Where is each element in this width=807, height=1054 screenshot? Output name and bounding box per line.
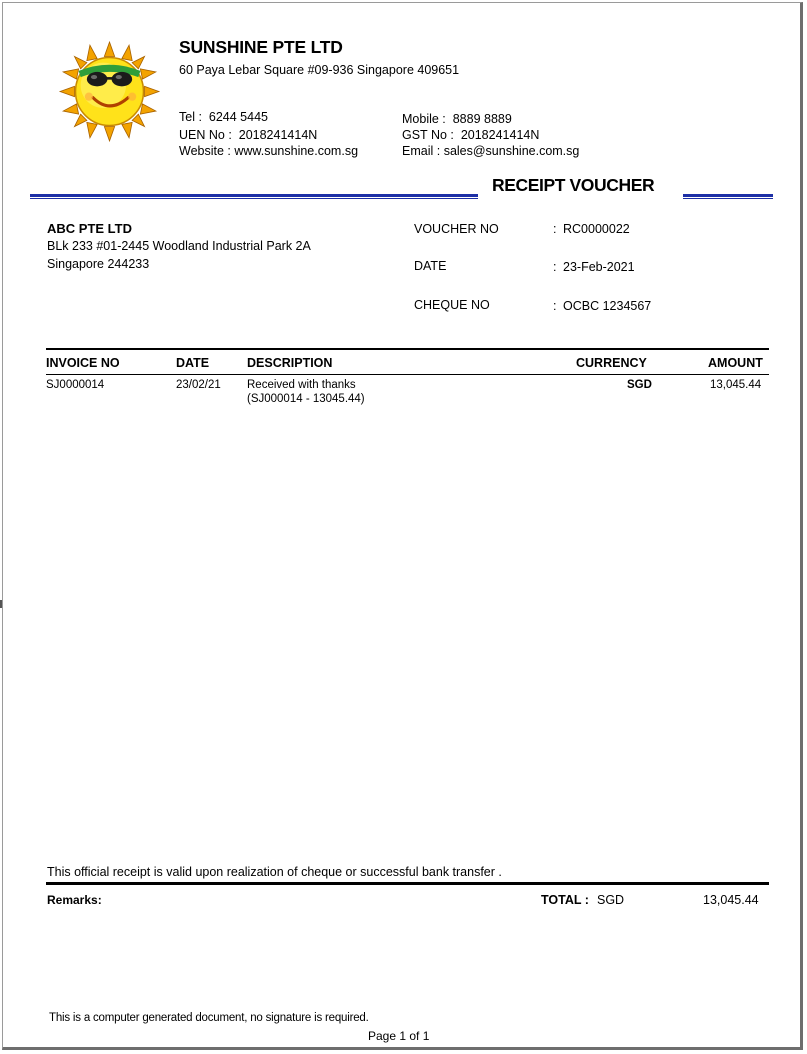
- date-colon: :: [553, 260, 557, 274]
- document-title: RECEIPT VOUCHER: [492, 175, 655, 195]
- company-uen: [179, 128, 317, 142]
- table-top-rule: [46, 348, 769, 350]
- total-label: TOTAL :: [541, 893, 589, 907]
- edge-marker: [0, 600, 2, 608]
- header-invoice-no: INVOICE NO: [46, 356, 120, 370]
- customer-address-line2: Singapore 244233: [47, 257, 150, 271]
- document-page: [2, 2, 803, 1050]
- email-label: Email :: [402, 144, 441, 158]
- date-value: 23-Feb-2021: [563, 260, 635, 274]
- row-amount: 13,045.44: [710, 379, 762, 391]
- uen-value: 2018241414N: [238, 128, 318, 142]
- email-value: sales@sunshine.com.sg: [443, 144, 580, 158]
- header-currency: CURRENCY: [576, 356, 647, 370]
- total-amount: 13,045.44: [703, 893, 759, 907]
- title-rule-left: [30, 194, 478, 199]
- row-description-line1: Received with thanks: [247, 379, 356, 391]
- title-rule-right: [683, 194, 773, 199]
- row-description-line2: (SJ000014 - 13045.44): [247, 393, 365, 405]
- table-header-rule: [46, 374, 769, 375]
- row-currency: SGD: [627, 379, 652, 391]
- date-label: DATE: [414, 259, 447, 273]
- tel-value: 6244 5445: [208, 110, 268, 124]
- gst-value: 2018241414N: [460, 128, 540, 142]
- customer-name: ABC PTE LTD: [47, 221, 132, 236]
- website-value: www.sunshine.com.sg: [234, 144, 359, 158]
- row-invoice-no: SJ0000014: [46, 379, 105, 391]
- sun-with-sunglasses-icon: [58, 40, 161, 143]
- cheque-no-label: CHEQUE NO: [414, 298, 490, 312]
- page-number: Page 1 of 1: [368, 1029, 430, 1043]
- company-email: [402, 144, 579, 158]
- cheque-no-colon: :: [553, 299, 557, 313]
- tel-label: Tel :: [179, 110, 202, 124]
- row-date: 23/02/21: [176, 379, 221, 391]
- company-name: SUNSHINE PTE LTD: [179, 37, 343, 57]
- mobile-value: 8889 8889: [452, 112, 512, 126]
- company-gst: [402, 128, 539, 142]
- company-mobile: [402, 112, 512, 126]
- footer-rule: [46, 882, 769, 885]
- generated-note: This is a computer generated document, no signature is required.: [49, 1012, 369, 1024]
- cheque-no-value: OCBC 1234567: [563, 299, 652, 313]
- voucher-no-value: RC0000022: [563, 222, 630, 236]
- company-tel: [179, 110, 268, 124]
- remarks-label: Remarks:: [47, 893, 102, 907]
- header-amount: AMOUNT: [708, 356, 763, 370]
- voucher-no-colon: :: [553, 222, 557, 236]
- mobile-label: Mobile :: [402, 112, 446, 126]
- header-description: DESCRIPTION: [247, 356, 333, 370]
- company-address: 60 Paya Lebar Square #09-936 Singapore 409651: [179, 63, 460, 77]
- voucher-no-label: VOUCHER NO: [414, 222, 499, 236]
- website-label: Website :: [179, 144, 231, 158]
- gst-label: GST No :: [402, 128, 454, 142]
- validity-note: This official receipt is valid upon realization of cheque or successful bank transfer .: [47, 865, 502, 879]
- total-currency: SGD: [597, 893, 625, 907]
- customer-address-line1: BLk 233 #01-2445 Woodland Industrial Park 2A: [47, 239, 311, 253]
- header-date: DATE: [176, 356, 210, 370]
- company-website: [179, 144, 358, 158]
- uen-label: UEN No :: [179, 128, 232, 142]
